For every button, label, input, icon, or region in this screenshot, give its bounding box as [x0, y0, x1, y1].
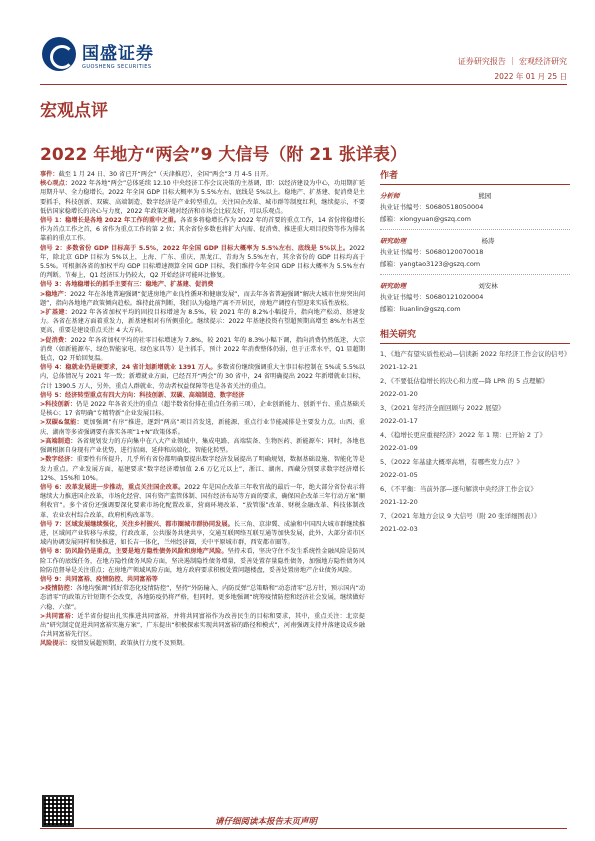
- paragraph-text: 疫情发展超预期，政策执行力度不及预期。: [70, 640, 189, 648]
- analyst-separator: [380, 229, 570, 230]
- paragraph-lead: 风险提示：: [40, 640, 71, 648]
- related-report-link[interactable]: 1、《地产有望实质性松动—信读新 2022 年经济工作会议的信号》: [380, 350, 571, 358]
- body-paragraph: [40, 336, 365, 364]
- paragraph-lead: >双碳&氢能：: [40, 419, 83, 427]
- related-report-link[interactable]: 2、《不要低估稳增长的决心和力度—降 LPR 的 5 点理解》: [380, 377, 549, 385]
- report-category: 证券研究报告 ｜ 宏观经济研究: [457, 57, 567, 66]
- paragraph-text: 更加强调“有序”推进，逐到“两高”项目首发选，新能源、重点行业节能减排是主要发力点。山西、重庆、湖南等多省强调要有落实各项“1+N”政策体系。: [40, 419, 365, 436]
- body-paragraph: [40, 170, 365, 179]
- analyst-email[interactable]: 邮箱：liuanlin@gszq.com: [380, 305, 461, 313]
- paragraph-lead: >高端制造：: [40, 437, 77, 445]
- analyst-cert: 执业证书编号：S0680518050004: [380, 203, 484, 211]
- analyst-name-row: [380, 236, 570, 245]
- body-paragraph: [40, 418, 365, 436]
- paragraph-text: 2022 年在各地普遍强调“促进房地产业良性循环和健康发展”，而去年各省普遍强调“解决大城市住房突出问题”，指向各地地产政策倾向趋松。维持此前判断，我们认为稳地产离不开居民，房地产调控有望迎来实质性放松。: [40, 290, 366, 307]
- analyst-name: 熊园: [478, 192, 492, 200]
- logo-mark-icon: [42, 37, 76, 71]
- body-paragraph: [40, 244, 365, 281]
- body-paragraph: [40, 400, 365, 418]
- related-report-link[interactable]: 7、《2021 年地方会议 9 大信号（附 20 张详细图表）》: [380, 512, 541, 520]
- footer-divider: [40, 828, 567, 829]
- paragraph-text: 多数省份继续强调重大主事目标控制在 5%或 5.5%以内，总体情况与 2021 年一致；新增就业方面，已经召开“两会”的 30 省中，24 省明确提出 2022 年新增就业目标，合计 1390.5 万人，另外，重点人群就业、劳动者权益保障等也是各省关注的重点。: [40, 364, 365, 390]
- logo-cn: 国盛证券: [82, 43, 154, 64]
- related-report-date: 2022-01-17: [380, 417, 418, 425]
- rubric: 宏观点评: [40, 101, 108, 121]
- qr-code: [42, 795, 74, 827]
- analyst-role: 分析师: [380, 192, 400, 200]
- page-title: 2022 年地方“两会”9 大信号（附 21 张详表）: [40, 145, 407, 165]
- paragraph-text: 长三角、京津冀、成渝和中国四大城市群继续推进，区域间产业转移与承接，行政改革，公共服务共建共享，交通互联网络互联互通等加快发展，此外，大部分省市区域内协调发展同样和快推进，如长吉一体化，兰州经济圈，关中平原城市群，西安都市圈等。: [40, 520, 366, 547]
- report-body: [40, 170, 365, 649]
- analyst-name: 杨涛: [481, 237, 495, 245]
- body-paragraph: [40, 612, 365, 640]
- body-paragraph: [40, 179, 365, 216]
- body-paragraph: [40, 290, 365, 308]
- related-heading: 相关研究: [380, 327, 570, 344]
- body-paragraph: [40, 520, 365, 548]
- paragraph-text: 2022 年各地“两会”总体延续 12.10 中央经济工作会议决策的主基调，即：以经济建设为中心，功用期扩延用期升早、全力稳增长。2022 年全国 GDP 目标大概率为 5.5%左右、底线是 5%以上。稳地产、扩基建、促消费是主要抓手，科技创新、双碳、高端制造、数字经济是产业转型重点。关注国企改革、城市群等制度红利，继续提示，不要低估国家稳增长的决心与力度，2022 年政策环境对经济和市场会比较友好，可以乐观点。: [40, 180, 366, 215]
- body-paragraph: [40, 575, 365, 584]
- paragraph-lead: 信号 9：共同富裕、疫情防控、共同富裕等: [40, 575, 158, 583]
- related-report-date: 2021-12-20: [380, 498, 418, 506]
- paragraph-text: 2022 年各省加权平均的固投目标增速为 8.5%，较 2021 年的 8.2%小幅提升，指向地产松动、基建发力。各省在基建方面着重发力，新基建相对有所侧重化。继续提示：2022 年基建投资有望超预期高增至 8%左右甚至更高，重要是建设重点关注 4 大方向。: [40, 309, 366, 335]
- paragraph-lead: >疫情防控：: [40, 585, 77, 593]
- analyst-name-row: [380, 191, 570, 200]
- paragraph-text: 坚持未看，坚决守住不发生系统性金融风险是防风险工作的底线任务，在地方隐性债务风险方面，坚决遏制隐性债务增量，妥善处置存量隐性债务，加强地方隐性债务风险防范督导是关注重点；在房地产领域风险方面，地方政府要求积极处置问题楼盘，妥善处置房地产企业债务风险。: [40, 548, 365, 574]
- paragraph-lead: >科技创新：: [40, 401, 77, 409]
- paragraph-lead: 信号 5：经济转型重点有四大方向：科技创新、双碳、高端制造、数字经济: [40, 391, 245, 399]
- paragraph-lead: 信号 6：改革发展进一步推动，重点关注国企改革。: [40, 483, 185, 491]
- paragraph-text: 2022 年是国企改革三年收官战的最后一年，绝大部分省份表示将继续大力推进国企改革，市场化经营、国有资产监管体制、国有经济布局等方面的要求，确保国企改革三年行动方案“顺利收官”。多个省份还强调要深化要素市场化配置改革，营商环境改革、“放管服”改革、财税金融改革、科技体制改革、农业农村综合改革，政府机构改革等。: [40, 483, 365, 519]
- paragraph-lead: 事件：: [40, 171, 59, 178]
- report-date: 2022 年 01 月 25 日: [494, 72, 567, 81]
- paragraph-lead: >数字经济：: [40, 456, 77, 464]
- analyst-email[interactable]: 邮箱：yangtao3123@gszq.com: [380, 260, 481, 268]
- related-report-date: 2021-02-03: [380, 525, 418, 533]
- body-paragraph: [40, 547, 365, 575]
- footer-disclaimer: 请仔细阅读本报告末页声明: [215, 817, 318, 827]
- related-report-link[interactable]: 4、《稳增长更应重视经济》2022 年 1 期：已开始 2 了》: [380, 431, 547, 439]
- analyst-role: 研究助理: [380, 282, 406, 290]
- paragraph-text: 各省规划发力的方向集中在八大产业领域中，集成电路、高端装备、生物医药、新能源车；同时，各地也强调根据自身现有产业优势，进行招商、延伸和高端化、智能化转型。: [40, 437, 365, 455]
- related-report-link[interactable]: 5、《2022 年基建大概率高增，有哪些发力点？》: [380, 458, 523, 466]
- company-logo: [42, 34, 162, 74]
- paragraph-text: 近半省份提出扎实推进共同富裕，并将共同富裕作为改善民生的目标和要求，其中，重点关注：北京提出“研究制定促进共同富裕实施方案”，广东提出“积极探索实现共同富裕的路径和模式”，河南强调支持并落建设成乡融合共同富裕先行区。: [40, 612, 365, 639]
- analyst-cert: 执业证书编号：S0680120070018: [380, 248, 484, 256]
- paragraph-text: 重要性有所提升，几乎所有省份都明确要提出数字经济发展提出了明确规划，数据基础设施、智能化等是发力重点。产业发展方面，福建要求“数字经济增加值 2.6 万亿元以上”，浙江、湖南、西藏分别要求数字经济增长 12%、15%和 10%。: [40, 456, 365, 482]
- related-report-date: 2022-01-20: [380, 390, 418, 398]
- paragraph-lead: >共同富裕：: [40, 612, 78, 620]
- related-report-link[interactable]: 6、《不平衡：当前外部—逐句解读中央经济工作会议》: [380, 485, 537, 493]
- body-paragraph: [40, 639, 365, 648]
- body-paragraph: [40, 483, 365, 520]
- analyst-name: 刘安林: [478, 282, 498, 290]
- paragraph-lead: >扩基建：: [40, 309, 72, 317]
- paragraph-lead: 信号 3：各地稳增长的抓手主要有三：稳地产、扩基建、促消费: [40, 281, 214, 289]
- header-divider: [40, 84, 567, 85]
- analyst-separator: [380, 274, 570, 275]
- paragraph-text: 各地均强调“抓好常态化疫情防控”，坚持“外防输入、内防反弹”总策略和“动态清零”总方针，预示国内“动态清零”的政策方针短期不会改变，各地防疫仍将严格，但同时，更多地强调“统筹疫情防控和经济社会发展，继续做好六稳、六保”。: [40, 585, 366, 611]
- sidebar: [380, 168, 570, 539]
- paragraph-lead: 信号 1：稳增长是各地 2022 年工作的重中之重。: [40, 217, 180, 225]
- paragraph-lead: 信号 2：多数省份 GDP 目标高于 5.5%，2022 年全国 GDP 目标大概率为 5.5%左右、底线是 5%以上。: [40, 244, 350, 252]
- body-paragraph: [40, 363, 365, 391]
- paragraph-lead: 信号 8：防风险仍是重点，主要是地方隐性债务风险和房地产风险。: [40, 548, 228, 556]
- paragraph-text: 2022 年，除北京 GDP 目标为 5%以上，上海、广东、重庆、黑龙江、青海为 5.5%左右，其余省份的 GDP 目标均高于 5.5%。可根据各省的加权平均 GDP 目标增速测算全国 GDP 目标，我们维持今年全国 GDP 目标大概率为 5.5%左右的判断。节奏上，Q1 经济压力仍较大，Q2 开始经济可能环比修复。: [40, 244, 365, 280]
- body-paragraph: [40, 280, 365, 289]
- related-report-date: 2021-12-21: [380, 363, 418, 371]
- related-report-link[interactable]: 3、《2021 年经济全面回顾与 2022 展望》: [380, 404, 505, 412]
- paragraph-text: 各省多将稳增长作为 2022 年的首要的重点工作，14 省份将稳增长作为首点工作之首，6 省作为重点工作的第 2 位；其余省份多数也将扩大内需、促消费、推进重大项目投资等作为排名靠前的重点工作。: [40, 217, 365, 243]
- paragraph-lead: 核心观点：: [40, 180, 72, 188]
- body-paragraph: [40, 455, 365, 483]
- body-paragraph: [40, 391, 365, 400]
- body-paragraph: [40, 308, 365, 336]
- analyst-role: 研究助理: [380, 237, 406, 245]
- body-paragraph: [40, 216, 365, 244]
- body-paragraph: [40, 437, 365, 455]
- paragraph-lead: >稳地产：: [40, 290, 71, 298]
- body-paragraph: [40, 584, 365, 612]
- paragraph-text: 2022 年各省加权平均的社零目标增速为 7.8%，较 2021 年的 8.3%小幅下调，指向消费仍然低迷，大宗消费（如新能源车、绿色智能家电、绿色家具等）是主抓手，预计 2022 年消费整体仍弱，但于正常水平，Q1 显超期低点，Q2 开始回复温。: [40, 336, 366, 363]
- paragraph-text: 仍是 2022 年各省关注的重点（超半数省份排在重点任务前三项），企业创新能力、创新平台、重点基础关是核心；17 省明确“专精特新”企业发展目标。: [40, 401, 366, 418]
- analyst-name-row: [380, 281, 570, 290]
- authors-heading: 作者: [380, 168, 570, 185]
- paragraph-text: 截至 1 月 24 日、30 省已开“两会”（天津推迟），全国“两会”3 月 4-5 日开。: [58, 171, 273, 178]
- related-report-date: 2022-01-09: [380, 444, 418, 452]
- paragraph-lead: >促消费：: [40, 336, 71, 344]
- paragraph-lead: 信号 4：稳就业仍是硬要求，24 省计划新增就业 1391 万人。: [40, 364, 217, 372]
- analyst-cert: 执业证书编号：S0680121020004: [380, 293, 484, 301]
- logo-en: GUOSHENG SECURITIES: [82, 63, 152, 70]
- related-report-date: 2022-01-05: [380, 471, 418, 479]
- analyst-email[interactable]: 邮箱：xiongyuan@gszq.com: [380, 215, 471, 223]
- paragraph-lead: 信号 7：区域发展继续强化，关注乡村振兴、都市圈城市群协同发展。: [40, 520, 234, 528]
